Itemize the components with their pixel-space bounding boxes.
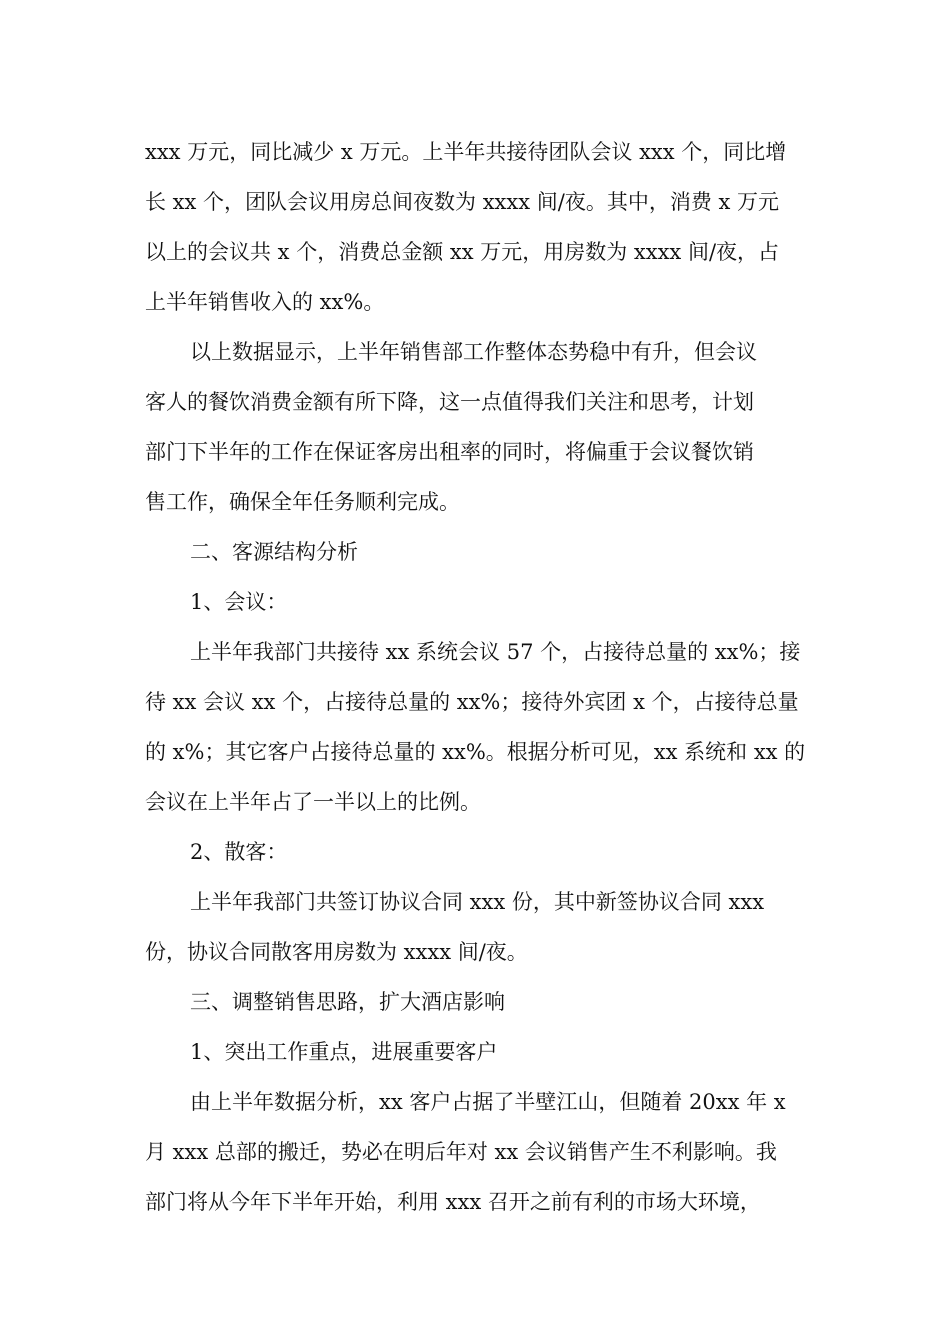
text-line: 上半年我部门共签订协议合同 xxx 份，其中新签协议合同 xxx xyxy=(190,890,765,914)
text-line: 上半年销售收入的 xx%。 xyxy=(145,290,385,314)
text-line: 的 x%；其它客户占接待总量的 xx%。根据分析可见，xx 系统和 xx 的 xyxy=(145,740,806,764)
text-line: 份，协议合同散客用房数为 xxxx 间/夜。 xyxy=(145,940,528,964)
subsection-heading: 2、散客： xyxy=(190,840,288,864)
text-line: 月 xxx 总部的搬迁，势必在明后年对 xx 会议销售产生不利影响。我 xyxy=(145,1140,777,1164)
text-line: 售工作，确保全年任务顺利完成。 xyxy=(145,490,460,514)
text-line: 部门下半年的工作在保证客房出租率的同时，将偏重于会议餐饮销 xyxy=(145,440,754,464)
text-line: 由上半年数据分析，xx 客户占据了半壁江山，但随着 20xx 年 x xyxy=(190,1090,786,1114)
text-line: 以上的会议共 x 个，消费总金额 xx 万元，用房数为 xxxx 间/夜，占 xyxy=(145,240,780,264)
section-heading: 二、客源结构分析 xyxy=(190,540,358,564)
subsection-heading: 1、突出工作重点，进展重要客户 xyxy=(190,1040,498,1064)
text-line: 以上数据显示，上半年销售部工作整体态势稳中有升，但会议 xyxy=(190,340,757,364)
subsection-heading: 1、会议： xyxy=(190,590,288,614)
text-line: 待 xx 会议 xx 个，占接待总量的 xx%；接待外宾团 x 个，占接待总量 xyxy=(145,690,799,714)
section-heading: 三、调整销售思路，扩大酒店影响 xyxy=(190,990,505,1014)
text-line: 会议在上半年占了一半以上的比例。 xyxy=(145,790,481,814)
text-line: 部门将从今年下半年开始，利用 xxx 召开之前有利的市场大环境， xyxy=(145,1190,761,1214)
text-line: 客人的餐饮消费金额有所下降，这一点值得我们关注和思考，计划 xyxy=(145,390,754,414)
text-line: xxx 万元，同比减少 x 万元。上半年共接待团队会议 xxx 个，同比增 xyxy=(145,140,787,164)
text-line: 上半年我部门共接待 xx 系统会议 57 个，占接待总量的 xx%；接 xyxy=(190,640,801,664)
text-line: 长 xx 个，团队会议用房总间夜数为 xxxx 间/夜。其中，消费 x 万元 xyxy=(145,190,780,214)
